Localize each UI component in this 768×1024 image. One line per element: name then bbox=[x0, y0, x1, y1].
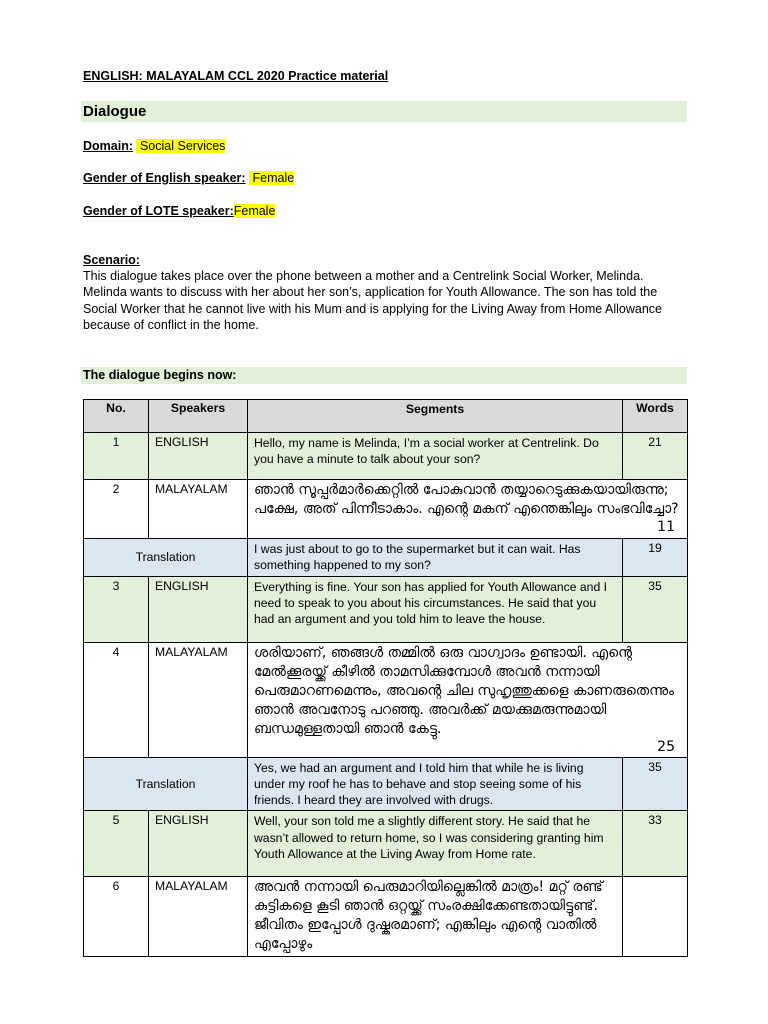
row-words: 19 bbox=[623, 539, 688, 577]
gender-lote-value: Female bbox=[233, 204, 276, 218]
row-number: 4 bbox=[84, 642, 149, 757]
header-words: Words bbox=[623, 400, 688, 433]
gender-lote-label: Gender of LOTE speaker: bbox=[83, 204, 234, 218]
row-segment-malayalam bbox=[248, 480, 688, 539]
table-row bbox=[84, 811, 688, 877]
table-row bbox=[84, 877, 688, 957]
row-segment-malayalam bbox=[248, 642, 688, 757]
row-segment: Hello, my name is Melinda, I’m a social worker at Centrelink. Do you have a minute to talk about your son? bbox=[248, 433, 623, 480]
row-segment: Everything is fine. Your son has applied for Youth Allowance and I need to speak to you about his circumstances. He said that you had an argument and you told him to leave the house. bbox=[248, 576, 623, 642]
domain-line bbox=[83, 139, 225, 153]
row-number: 3 bbox=[84, 576, 149, 642]
table-row bbox=[84, 642, 688, 757]
row-words: 33 bbox=[623, 811, 688, 877]
row-words: 25 bbox=[657, 738, 675, 755]
row-number: 1 bbox=[84, 433, 149, 480]
row-words bbox=[623, 877, 688, 957]
gender-english-value: Female bbox=[249, 171, 294, 185]
section-heading: Dialogue bbox=[81, 101, 687, 122]
row-segment: Well, your son told me a slightly different story. He said that he wasn’t allowed to return home, so I was considering granting him Youth Allowance at the Living Away from Home rate. bbox=[248, 811, 623, 877]
row-speaker: ENGLISH bbox=[149, 433, 248, 480]
gender-english-line bbox=[83, 171, 294, 185]
row-segment: Yes, we had an argument and I told him that while he is living under my roof he has to behave and stop seeing some of his friends. I heard they are involved with drugs. bbox=[248, 757, 623, 811]
table-row bbox=[84, 480, 688, 539]
dialogue-table bbox=[83, 399, 688, 957]
row-segment: I was just about to go to the supermarket but it can wait. Has something happened to my son? bbox=[248, 539, 623, 577]
row-words: 21 bbox=[623, 433, 688, 480]
row-number: 6 bbox=[84, 877, 149, 957]
row-words: 35 bbox=[623, 576, 688, 642]
document-title: ENGLISH: MALAYALAM CCL 2020 Practice material bbox=[83, 69, 389, 83]
header-speakers: Speakers bbox=[149, 400, 248, 433]
row-speaker: Translation bbox=[84, 539, 248, 577]
gender-english-label: Gender of English speaker: bbox=[83, 171, 246, 185]
row-speaker: MALAYALAM bbox=[149, 877, 248, 957]
row-speaker: ENGLISH bbox=[149, 576, 248, 642]
header-segments: Segments bbox=[248, 400, 623, 433]
domain-value: Social Services bbox=[136, 139, 225, 153]
table-row bbox=[84, 433, 688, 480]
scenario-text: This dialogue takes place over the phone between a mother and a Centrelink Social Worker, Melinda. Melinda wants to discuss with her about her son’s, application for Youth Allowance. The son has told the Social Worker that he cannot live with his Mum and is applying for the Living Away from Home Allowance because of conflict in the home. bbox=[83, 269, 662, 332]
gender-lote-line bbox=[83, 204, 275, 218]
row-speaker: MALAYALAM bbox=[149, 480, 248, 539]
row-words: 35 bbox=[623, 757, 688, 811]
table-row-translation bbox=[84, 539, 688, 577]
table-row-translation bbox=[84, 757, 688, 811]
row-segment: ശരിയാണ്, ഞങ്ങൾ തമ്മിൽ ഒരു വാഗ്വാദം ഉണ്ടായി. എന്റെ മേൽക്കൂരയ്ക്ക് കീഴിൽ താമസിക്കുമ്പോൾ അവൻ നന്നായി പെരുമാറണമെന്നും, അവന്റെ ചില സുഹൃത്തുക്കളെ കാണരുതെന്നും ഞാൻ അവനോടു പറഞ്ഞു. അവർക്ക് മയക്കുമരുന്നുമായി ബന്ധമുള്ളതായി ഞാൻ കേട്ടു. bbox=[254, 644, 675, 737]
row-speaker: Translation bbox=[84, 757, 248, 811]
domain-label: Domain: bbox=[83, 139, 133, 153]
header-no: No. bbox=[84, 400, 149, 433]
row-words: 11 bbox=[657, 519, 675, 535]
scenario-heading: Scenario: bbox=[83, 253, 140, 267]
table-row bbox=[84, 576, 688, 642]
row-number: 2 bbox=[84, 480, 149, 539]
dialogue-begins-banner: The dialogue begins now: bbox=[81, 367, 687, 384]
table-header-row bbox=[84, 400, 688, 433]
row-speaker: ENGLISH bbox=[149, 811, 248, 877]
row-number: 5 bbox=[84, 811, 149, 877]
row-speaker: MALAYALAM bbox=[149, 642, 248, 757]
row-segment: ഞാൻ സൂപ്പർമാർക്കെറ്റിൽ പോകുവാൻ തയ്യാറെടുക്കുകയായിരുന്നു; പക്ഷേ, അത് പിന്നീടാകാം. എന്റെ മകന് എന്തെങ്കിലും സംഭവിച്ചോ? bbox=[254, 482, 679, 517]
row-segment: അവൻ നന്നായി പെരുമാറിയില്ലെങ്കിൽ മാത്രം! മറ്റ് രണ്ട് കുട്ടികളെ കൂടി ഞാൻ ഒറ്റയ്ക്ക് സംരക്ഷിക്കേണ്ടതായിട്ടുണ്ട്. ജീവിതം ഇപ്പോൾ ദുഷ്കരമാണ്; എങ്കിലും എന്റെ വാതിൽ എപ്പോഴും bbox=[248, 877, 623, 957]
